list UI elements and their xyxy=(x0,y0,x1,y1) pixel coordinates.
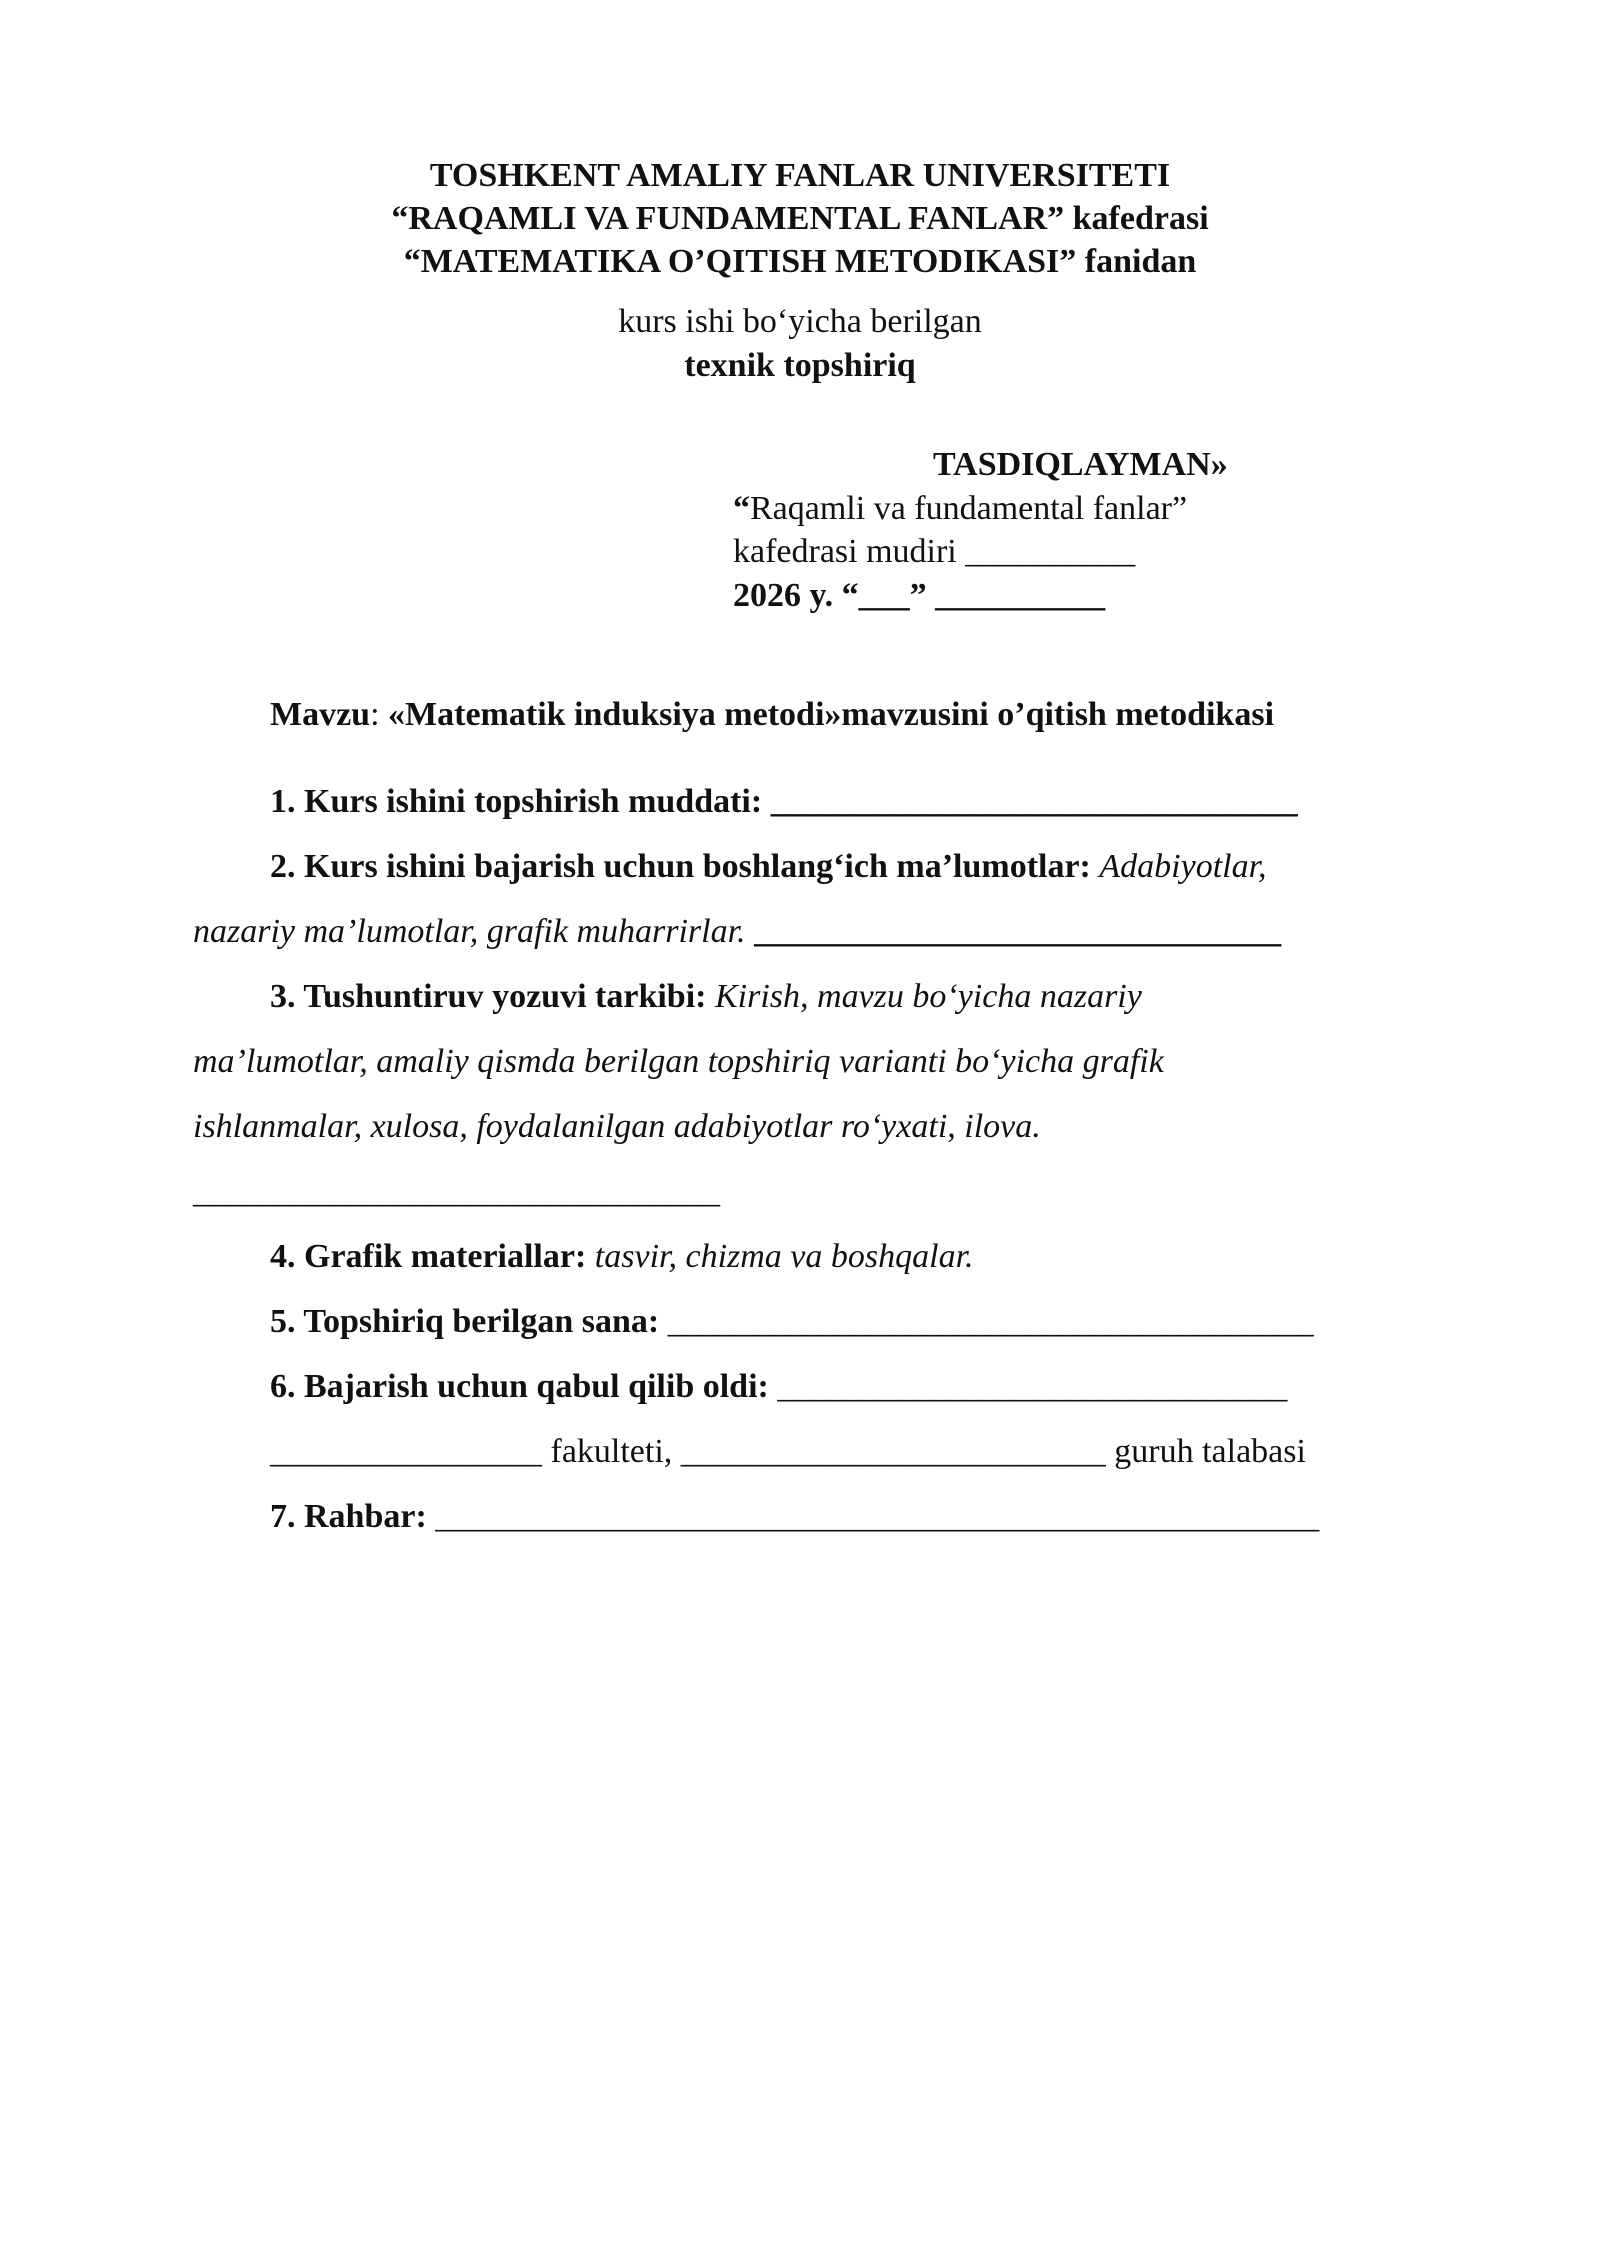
item-2-continuation xyxy=(193,912,1281,953)
item-4-text: tasvir, chizma va boshqalar. xyxy=(594,1238,974,1275)
item-3-text-a: Kirish, mavzu bo‘yicha nazariy xyxy=(714,978,1142,1015)
approval-department-line xyxy=(733,489,1187,530)
approval-head-signature: kafedrasi mudiri __________ xyxy=(733,533,1136,570)
item-5-label: 5. Topshiriq berilgan sana: xyxy=(270,1303,668,1340)
item-6-accepted-by xyxy=(270,1367,1287,1408)
item-5-blank: ______________________________________ xyxy=(667,1303,1314,1340)
item-2-initial-data xyxy=(270,847,1267,888)
item-3-blank: _______________________________ xyxy=(193,1173,720,1210)
item-7-blank: ____________________________________________________ xyxy=(435,1498,1320,1535)
department-name: “RAQAMLI VA FUNDAMENTAL FANLAR” kafedrasi xyxy=(391,200,1209,237)
item-4-graphic-materials xyxy=(270,1237,974,1278)
item-3-text-c: ishlanmalar, xulosa, foydalanilgan adabiyotlar ro‘yxati, ilova. xyxy=(193,1108,1041,1145)
item-2-text-a: Adabiyotlar, xyxy=(1099,848,1267,885)
item-1-blank: _______________________________ xyxy=(770,783,1298,820)
item-4-label: 4. Grafik materiallar: xyxy=(270,1238,595,1275)
topic-label: Mavzu xyxy=(270,696,371,733)
item-1-label: 1. Kurs ishini topshirish muddati: xyxy=(270,783,771,820)
topic-value: «Matematik induksiya metodi»mavzusini o’qitish metodikasi xyxy=(388,696,1275,733)
approval-title: TASDIQLAYMAN» xyxy=(933,446,1228,483)
item-6-blank: ______________________________ xyxy=(777,1368,1288,1405)
item-7-supervisor xyxy=(270,1497,1319,1538)
item-2-text-b: nazariy ma’lumotlar, grafik muharrirlar. xyxy=(193,913,746,950)
document-title: texnik topshiriq xyxy=(684,347,916,384)
approval-quote-mark: “ xyxy=(733,490,750,527)
topic-line xyxy=(270,695,1274,736)
item-2-label: 2. Kurs ishini bajarish uchun boshlang‘ich ma’lumotlar: xyxy=(270,848,1100,885)
item-3-text-b: ma’lumotlar, amaliy qismda berilgan topshiriq varianti bo‘yicha grafik xyxy=(193,1043,1164,1080)
item-3-label: 3. Tushuntiruv yozuvi tarkibi: xyxy=(270,978,715,1015)
item-6-student-line: ________________ fakulteti, _________________________ guruh talabasi xyxy=(270,1433,1306,1470)
item-7-label: 7. Rahbar: xyxy=(270,1498,436,1535)
subject-name: “MATEMATIKA O’QITISH METODIKASI” fanidan xyxy=(403,243,1197,280)
approval-department-text: Raqamli va fundamental fanlar” xyxy=(750,490,1188,527)
document-subtitle: kurs ishi bo‘yicha berilgan xyxy=(618,303,982,340)
item-5-issue-date xyxy=(270,1302,1314,1343)
item-6-label: 6. Bajarish uchun qabul qilib oldi: xyxy=(270,1368,778,1405)
approval-date-line: 2026 y. “___” __________ xyxy=(733,577,1106,614)
item-1-deadline xyxy=(270,782,1298,823)
university-name: TOSHKENT AMALIY FANLAR UNIVERSITETI xyxy=(429,157,1171,194)
item-2-blank: _______________________________ xyxy=(745,913,1282,950)
item-3-explanatory-note xyxy=(270,977,1142,1018)
topic-colon: : xyxy=(370,696,389,733)
